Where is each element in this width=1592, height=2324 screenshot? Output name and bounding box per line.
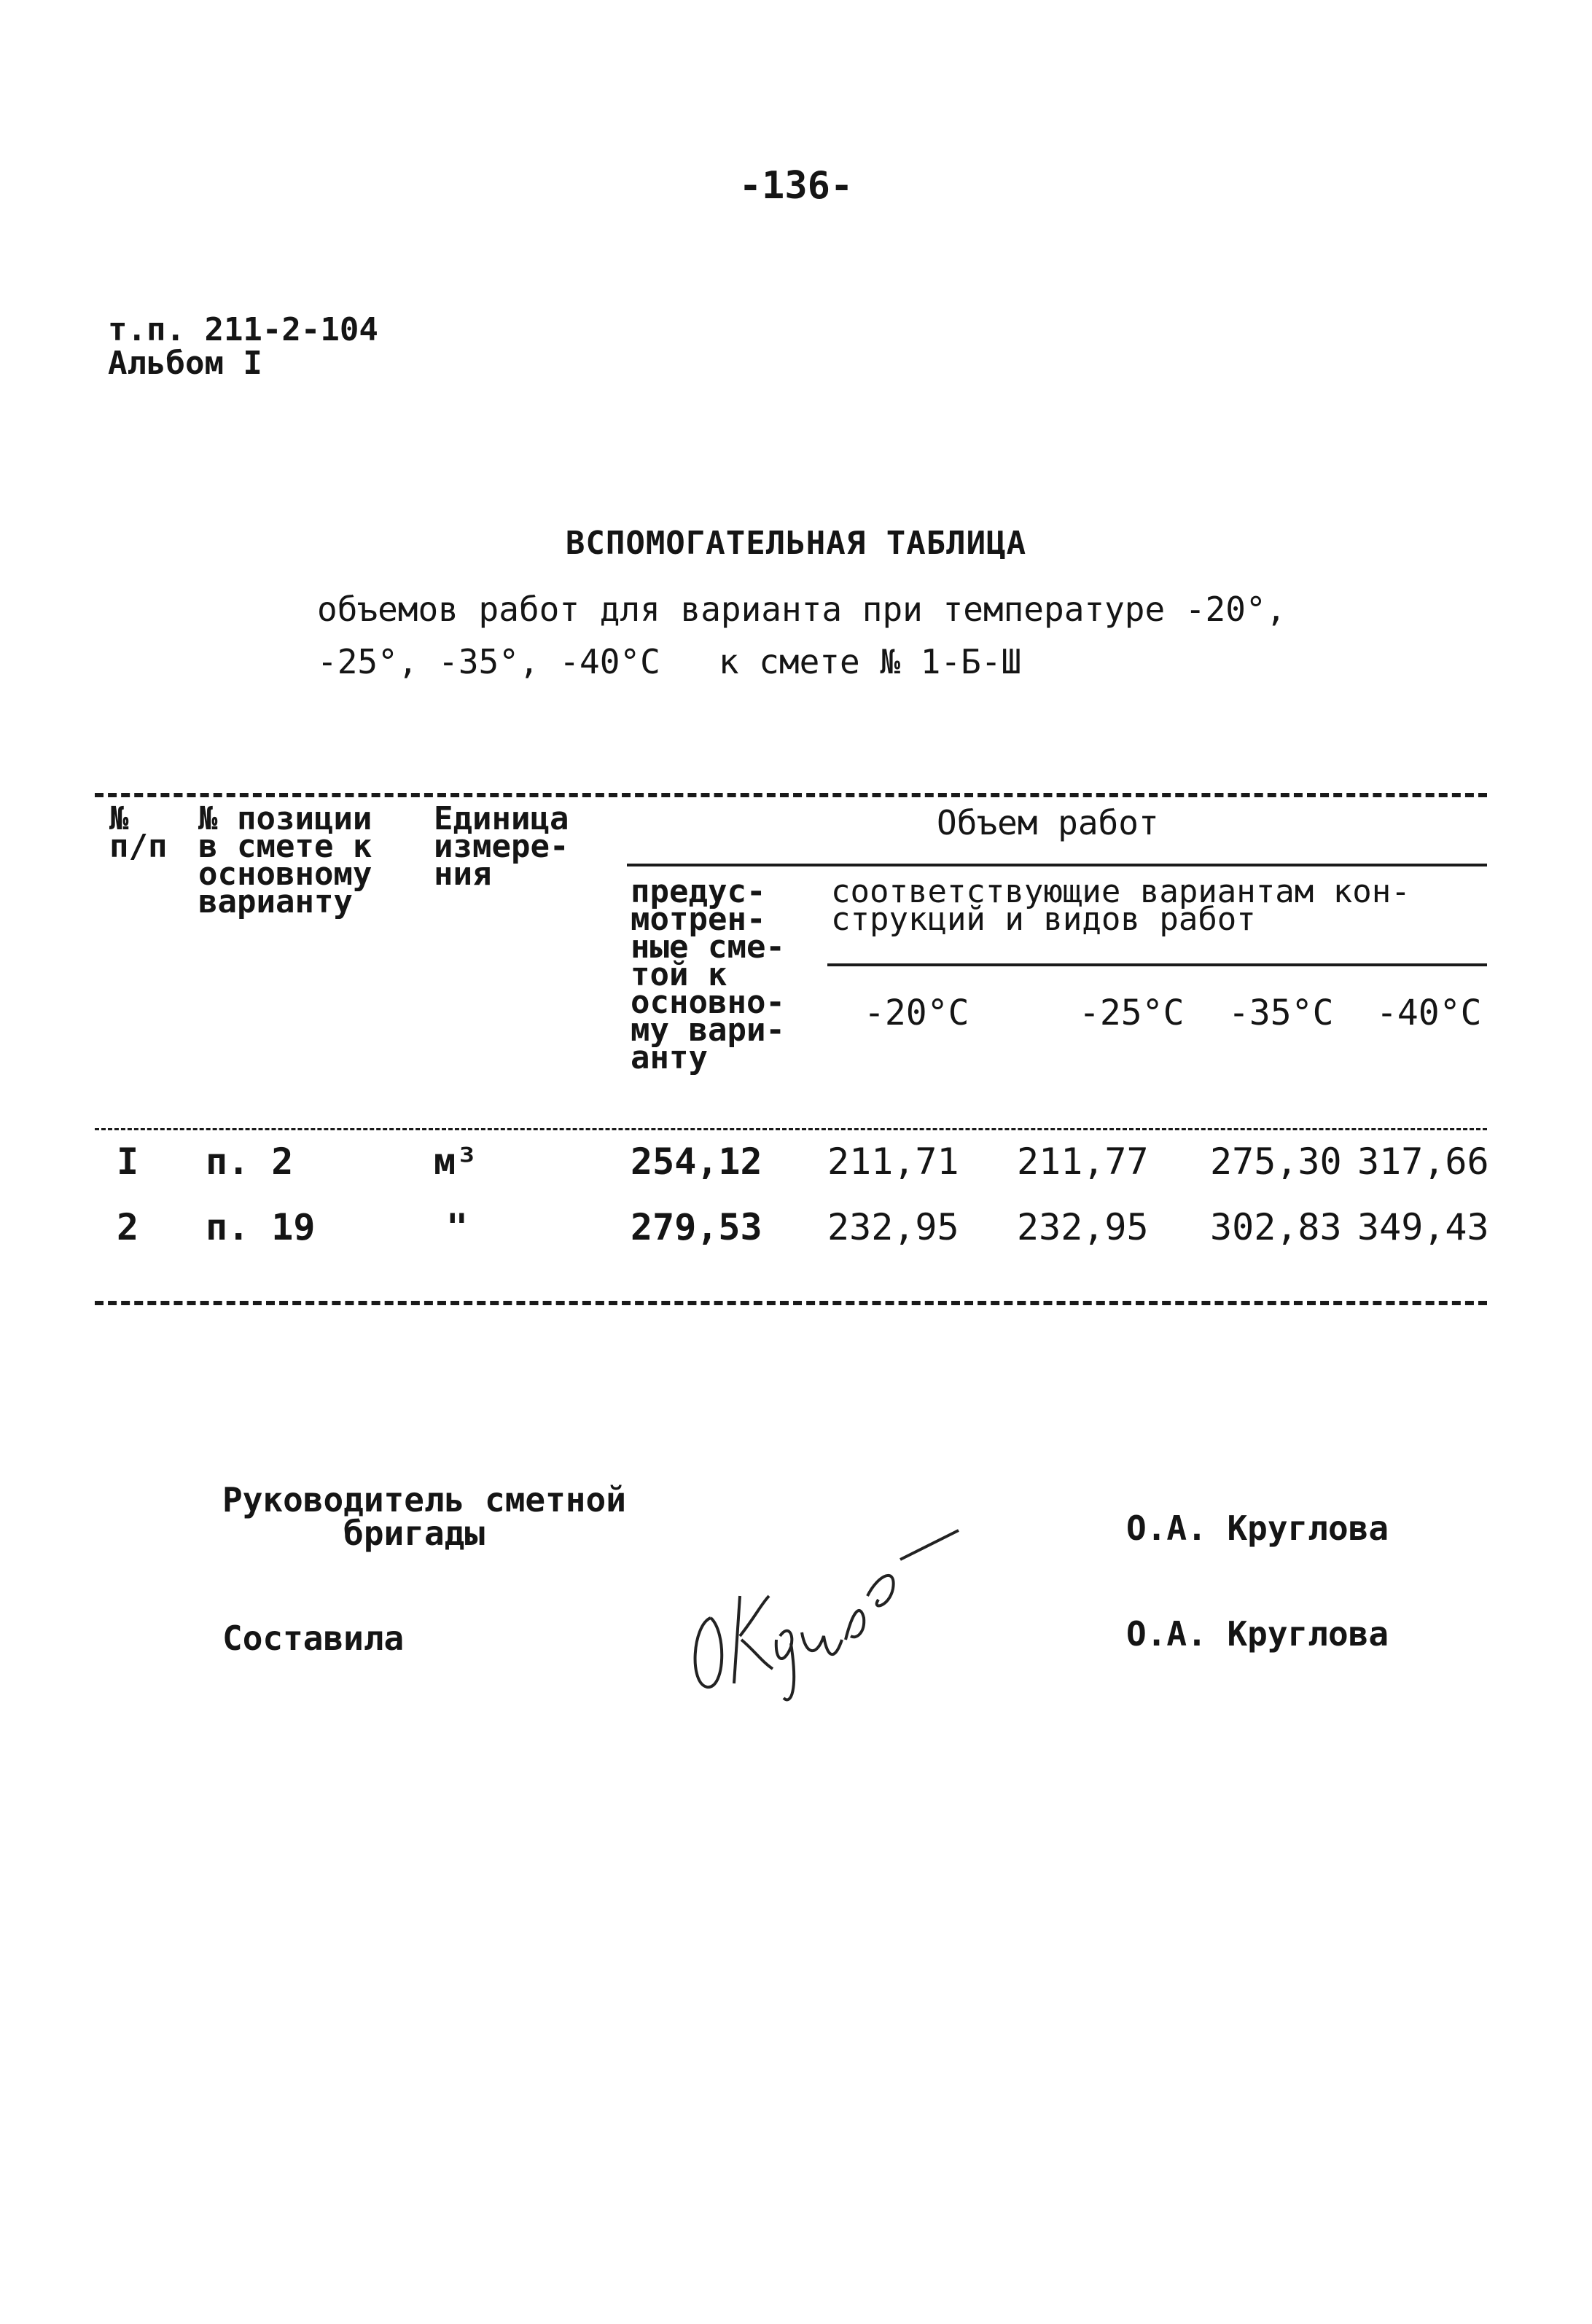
- header-temp-minus-40: -40°С: [1376, 993, 1482, 1033]
- table-bottom-rule: [95, 1301, 1487, 1305]
- signature-role-compiler: Составила: [222, 1619, 405, 1658]
- header-divider-temperatures: [827, 963, 1487, 966]
- document-series: т.п. 211-2-104: [108, 311, 378, 348]
- table-subtitle: [317, 583, 1286, 688]
- header-temp-minus-25: -25°С: [1079, 993, 1185, 1033]
- header-temp-minus-20: -20°С: [864, 993, 969, 1033]
- row-number: I: [117, 1141, 139, 1183]
- page-number: -136-: [738, 164, 854, 208]
- row-unit: м³: [434, 1141, 478, 1183]
- subtitle-line-2: [317, 635, 1286, 688]
- subtitle-line-1: объемов работ для варианта при температуре -20°,: [317, 590, 1287, 629]
- row-value-minus-20: 211,71: [827, 1141, 959, 1183]
- row-value-minus-40: 317,66: [1357, 1141, 1489, 1183]
- subtitle-estimate: к смете № 1-Б-Ш: [718, 642, 1022, 681]
- signature-name-head: О.А. Круглова: [1126, 1509, 1389, 1548]
- header-estimate-position: № позиции в смете к основному варианту: [198, 800, 372, 920]
- row-unit: ": [446, 1206, 469, 1248]
- row-position: п. 19: [206, 1206, 316, 1248]
- header-unit: Единица измере- ния: [434, 800, 569, 893]
- document-reference: [108, 313, 378, 380]
- row-value-minus-25: 211,77: [1017, 1141, 1149, 1183]
- subtitle-temperatures: -25°, -35°, -40°С: [317, 642, 660, 681]
- header-divider-volume: [627, 864, 1487, 866]
- signature-name-compiler: О.А. Круглова: [1126, 1614, 1389, 1654]
- row-value-minus-35: 275,30: [1210, 1141, 1342, 1183]
- row-value-minus-40: 349,43: [1357, 1206, 1489, 1248]
- table-top-rule: [95, 793, 1487, 797]
- handwritten-signature: [682, 1516, 973, 1705]
- row-value-minus-20: 232,95: [827, 1206, 959, 1248]
- header-work-volume: Объем работ: [937, 803, 1159, 842]
- row-value-minus-25: 232,95: [1017, 1206, 1149, 1248]
- album-number: Альбом I: [108, 345, 262, 382]
- table-title: ВСПОМОГАТЕЛЬНАЯ ТАБЛИЦА: [565, 525, 1027, 562]
- row-provided: 254,12: [631, 1141, 762, 1183]
- row-provided: 279,53: [631, 1206, 762, 1248]
- header-provided-by-estimate: предус- мотрен- ные сме- той к основно- му вари- анту: [631, 873, 785, 1076]
- row-position: п. 2: [206, 1141, 294, 1183]
- row-number: 2: [117, 1206, 139, 1248]
- signature-role-head: Руководитель сметной бригады: [222, 1480, 626, 1553]
- header-bottom-rule: [95, 1128, 1487, 1130]
- header-corresponding-variants: соответствующие вариантам кон- струкций и видов работ: [831, 873, 1410, 938]
- header-row-number: № п/п: [109, 800, 168, 865]
- header-temp-minus-35: -35°С: [1228, 993, 1334, 1033]
- row-value-minus-35: 302,83: [1210, 1206, 1342, 1248]
